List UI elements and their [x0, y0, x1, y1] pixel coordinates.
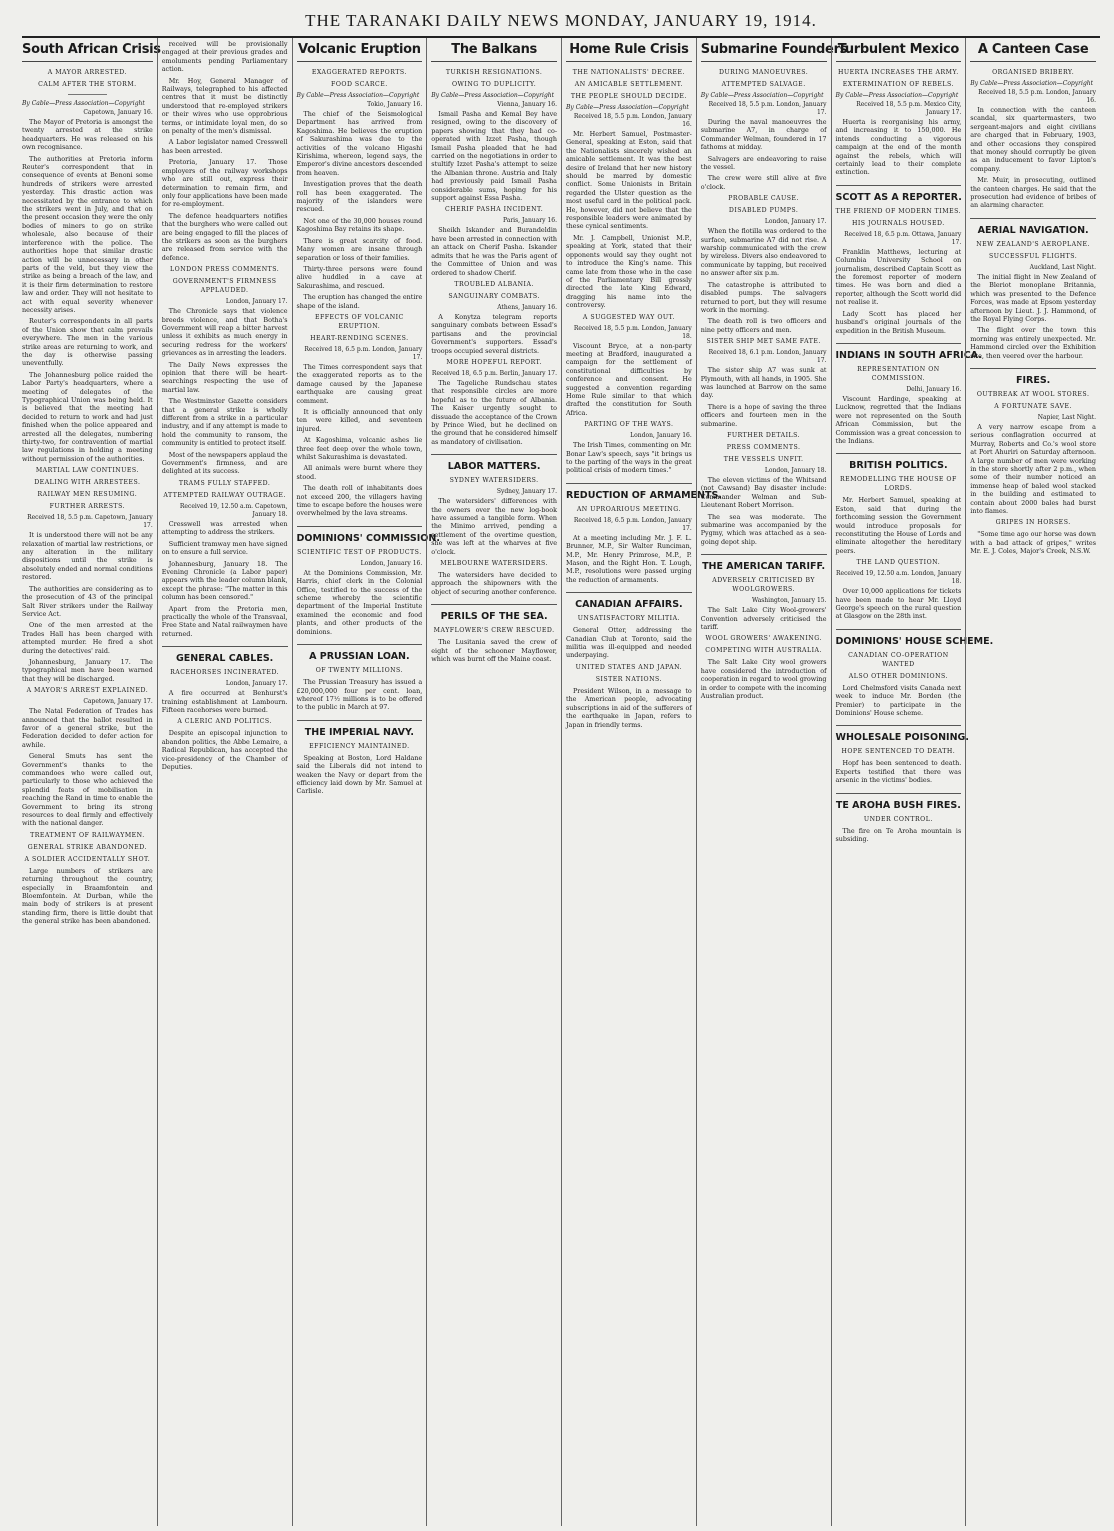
masthead: THE TARANAKI DAILY NEWS MONDAY, JANUARY 19, 1914.: [22, 8, 1100, 38]
dateline: Capetown, January 17.: [83, 698, 153, 706]
paragraph: The eruption has changed the entire shape of the island.: [296, 293, 423, 310]
dateline: London, January 16.: [360, 559, 423, 567]
article-title: South African Crisis: [22, 42, 153, 62]
subheading: UNSATISFACTORY MILITIA.: [577, 615, 681, 623]
subheading: UNITED STATES AND JAPAN.: [575, 663, 683, 671]
subheading: EFFECTS OF VOLCANIC ERUPTION.: [314, 313, 404, 330]
section-heading: TE AROHA BUSH FIRES.: [836, 793, 962, 811]
paragraph: There is great scarcity of food. Many women are insane through separation or loss of their families.: [296, 236, 423, 262]
dateline: Sydney, January 17.: [496, 488, 557, 496]
section-heading: FIRES.: [970, 368, 1096, 386]
section-heading: CANADIAN AFFAIRS.: [566, 592, 692, 610]
paragraph: Johannesburg, January 17. The typographical men have been warned that they will be discharged.: [22, 657, 153, 683]
article-title: Volcanic Eruption: [297, 42, 423, 62]
section-heading: REDUCTION OF ARMAMENTS.: [566, 483, 692, 501]
paragraph: The Irish Times, commenting on Mr. Bonar Law's speech, says "it brings us to the parting of the ways in the great political crisis of modern times.": [566, 441, 692, 475]
paragraph: At the Dominions Commission, Mr. Harris, chief clerk in the Colonial Office, testified to the success of the scheme whereby the scientific department of the Imperial Institute examined the economic and food plants, and other products of the dominions.: [296, 568, 423, 636]
paragraph: The sister ship A7 was sunk at Plymouth, with all hands, in 1905. She was launched at Barrow on the same day.: [700, 366, 827, 400]
subheading: OWING TO DUPLICITY.: [451, 81, 537, 88]
paragraph: The crew were still alive at five o'clock.: [700, 174, 827, 191]
paragraph: Hopf has been sentenced to death. Experts testified that there was arsenic in the victims' bodies.: [835, 759, 962, 785]
paragraph: A Konytza telegram reports sanguinary combats between Essad's partisans and the provincial Government's supporters. Essad's troops occupied several districts.: [431, 312, 557, 355]
paragraph: Apart from the Pretoria men, practically the whole of the Transvaal, Free State and Natal railwaymen have returned.: [161, 604, 288, 638]
subheading: OF TWENTY MILLIONS.: [315, 667, 404, 675]
subheading: COMPETING WITH AUSTRALIA.: [705, 647, 822, 655]
subheading: HOPE SENTENCED TO DEATH.: [841, 748, 956, 756]
paragraph: Johannesburg, January 18. The Evening Chronicle (a Labor paper) appears with the leader column blank, except the phrase: "The matter in this column has been censored.": [161, 559, 288, 602]
dateline: Received 18, 6.5 p.m. London, January 17.: [304, 345, 423, 361]
subheading: A FORTUNATE SAVE.: [994, 402, 1072, 410]
subheading: ATTEMPTED RAILWAY OUTRAGE.: [163, 491, 286, 499]
paragraph: Mr. J. Campbell, Unionist M.P., speaking at York, stated that their opponents would say they ought not to introduce the King's name. This came late from those who in the case of the Parliamentary Bill grossly directed the late King Edward, dragging his name into the controversy.: [566, 233, 692, 310]
subheading: PROBABLE CAUSE.: [728, 195, 799, 203]
article-title: Submarine Founders: [701, 42, 827, 62]
dateline: Received 18, 6.5 p.m. London, January 17.: [573, 516, 692, 532]
subheading: RACEHORSES INCINERATED.: [170, 669, 280, 677]
paragraph: It is understood there will not be any relaxation of martial law restrictions, or any alteration in the military dispositions until the strike is absolutely ended and normal conditions restored.: [22, 531, 153, 582]
paragraph: General Smuts has sent the Government's thanks to the commandoes who were called out, particularly to those who achieved the splendid feats of mobilisation in reaching the Rand in time to enable the Government to bring its strong resources to deal firmly and effectively with the national danger.: [22, 752, 153, 828]
paragraph: Lady Scott has placed her husband's original journals of the expedition in the British Museum.: [835, 309, 962, 335]
paragraph: The defence headquarters notifies that the burghers who were called out are being engaged to fill the places of the strikers as soon as the burghers are released from service with the defence.: [161, 211, 288, 262]
paragraph: The eleven victims of the Whitsand (not Cawsand) Bay disaster include: Commander Welman and Sub-Lieutenant Robert Morrison.: [700, 475, 827, 510]
subheading: SYDNEY WATERSIDERS.: [449, 477, 539, 485]
subheading: OUTBREAK AT WOOL STORES.: [976, 390, 1090, 398]
paragraph: Despite an episcopal injunction to abandon politics, the Abbe Lemaire, a Radical Republican, has accepted the vice-presidency of the Chamber of Deputies.: [161, 729, 288, 771]
paragraph: Over 10,000 applications for tickets have been made to hear Mr. Lloyd George's speech on the rural question at Glasgow on the 28th inst.: [835, 587, 962, 621]
dateline: Athens, January 16.: [497, 303, 557, 311]
subheading: ORGANISED BRIBERY.: [992, 69, 1075, 76]
paragraph: Viscount Hardinge, speaking at Lucknow, regretted that the Indians were not represented on the South African Commission, but the Commission was a great concession to the Indians.: [835, 394, 962, 445]
cable-credit: By Cable—Press Association—Copyright: [700, 92, 824, 99]
paragraph: All animals were burnt where they stood.: [296, 464, 423, 481]
subheading: MELBOURNE WATERSIDERS.: [440, 560, 548, 568]
paragraph: Mr. Hoy, General Manager of Railways, telegraphed to his affected centres that it must be distinctly understood that re-employed strikers or their wives who use opprobrious terms, or intimidate loyal men, do so on penalty of the men's dismissal.: [161, 76, 288, 136]
subheading: LONDON PRESS COMMENTS.: [170, 266, 280, 274]
subheading: THE FRIEND OF MODERN TIMES.: [835, 207, 962, 215]
article-title: Home Rule Crisis: [566, 42, 692, 62]
dateline: Received 19, 12.50 a.m. London, January 18.: [836, 570, 962, 586]
column-home-rule-crisis: [561, 38, 722, 1526]
paragraph: During the naval manoeuvres the submarine A7, in charge of Commander Welman, foundered in 17 fathoms at midday.: [700, 118, 827, 152]
dateline: Received 18, 6.5 p.m. Ottawa, January 17.: [844, 230, 962, 246]
subheading: RAILWAY MEN RESUMING.: [37, 491, 138, 499]
subheading: TRAMS FULLY STAFFED.: [178, 479, 271, 487]
subheading: A CLERIC AND POLITICS.: [177, 718, 272, 726]
section-heading: PERILS OF THE SEA.: [431, 604, 557, 622]
subheading: A MAYOR ARRESTED.: [47, 69, 127, 76]
cable-credit: By Cable—Press Association—Copyright: [970, 80, 1094, 87]
dateline: Vienna, January 16.: [497, 101, 557, 108]
paragraph: Ismail Pasha and Kemal Bey have resigned, owing to the discovery of papers showing that they had co-operated with Izzet Pasha, though Ismail Pasha pleaded that he had carried on the negotiations in order to stultify Izzet Pasha's attempt to seize the Albanian throne. Austria and Italy had previously paid Ismail Pasha considerable sums, hoping for his support against Essa Pasha.: [431, 110, 557, 203]
paragraph: A fire occurred at Benhurst's training establishment at Lambourn. Fifteen racehorses were burned.: [161, 689, 288, 714]
column-canteen-case: [965, 38, 1100, 1526]
subheading: UNDER CONTROL.: [863, 815, 933, 823]
paragraph: In connection with the canteen scandal, six quartermasters, two sergeant-majors and eight civilians are charged that in February, 1903, and other occasions they conspired that money should corruptly be given as an inducement to favor Lipton's company.: [970, 106, 1096, 173]
subheading: THE VESSELS UNFIT.: [723, 455, 804, 463]
paragraph: The flight over the town this morning was entirely unexpected. Mr. Hammond circled over the Exhibition site, then veered over the harbour.: [970, 326, 1096, 360]
dateline: London, January 17.: [225, 298, 288, 306]
paragraph: The catastrophe is attributed to disabled pumps. The salvagers returned to port, but they will resume work in the morning.: [700, 280, 827, 314]
section-heading: THE IMPERIAL NAVY.: [297, 720, 423, 738]
dateline: Washington, January 15.: [752, 597, 827, 605]
subheading: ADVERSELY CRITICISED BY WOOLGROWERS.: [712, 577, 816, 594]
subheading: MARTIAL LAW CONTINUES.: [35, 467, 139, 475]
columns: [22, 38, 1100, 1526]
cable-credit: By Cable—Press Association—Copyright: [22, 100, 145, 107]
subheading: ATTEMPTED SALVAGE.: [721, 81, 806, 88]
paragraph: When the flotilla was ordered to the surface, submarine A7 did not rise. A warship communicated with the crew by wireless. Divers also endeavored to communicate by tapping, but received no answer after six p.m.: [700, 227, 827, 278]
paragraph: The Prussian Treasury has issued a £20,000,000 four per cent. loan, whereof 17½ millions is to be offered to the public in March at 97.: [296, 678, 423, 712]
subheading: GENERAL STRIKE ABANDONED.: [27, 843, 147, 851]
section-heading: DOMINIONS' COMMISSION.: [297, 526, 423, 544]
subheading: SUCCESSFUL FLIGHTS.: [989, 252, 1078, 260]
dateline: Received 18, 5.5 p.m. Mexico City, January 17.: [856, 101, 962, 116]
subheading: HEART-RENDING SCENES.: [310, 334, 409, 342]
paragraph: The watersiders have decided to approach the shipowners with the object of securing another conference.: [431, 571, 557, 596]
paragraph: One of the men arrested at the Trades Hall has been charged with attempted murder. He fired a shot during the detectives' raid.: [22, 621, 153, 655]
subheading: NEW ZEALAND'S AEROPLANE.: [976, 240, 1090, 248]
subheading: DEALING WITH ARRESTEES.: [34, 479, 141, 487]
subheading: DURING MANOEUVRES.: [718, 69, 809, 76]
cable-credit: By Cable—Press Association—Copyright: [835, 92, 959, 99]
paragraph: The Tageliche Rundschau states that responsible circles are more hopeful as to the future of Albania. The Kaiser urgently sought to dissuade the acceptance of the Crown by Prince Wied, but he declined on the ground that he considered himself as mandatory of civilisation.: [431, 378, 557, 446]
subheading: EFFICIENCY MAINTAINED.: [309, 742, 410, 750]
subheading: GOVERNMENT'S FIRMNESS APPLAUDED.: [172, 278, 277, 295]
dateline: Received 18, 5.5 p.m. London, January 16.: [573, 113, 692, 128]
article-title: The Balkans: [431, 42, 557, 62]
paragraph: The chief of the Seismological Department has arrived from Kagoshima. He believes the eruption of Sakurashima was due to the activities of the volcano Higashi Kirishima, whereon, legend says, the Emperor's divine ancestors descended from heaven.: [296, 110, 423, 177]
paragraph: Investigation proves that the death roll has been exaggerated. The majority of the islanders were rescued.: [296, 180, 423, 214]
subheading: TREATMENT OF RAILWAYMEN.: [30, 831, 145, 839]
subheading: CALM AFTER THE STORM.: [38, 81, 137, 88]
dateline: Capetown, January 16.: [83, 109, 153, 116]
section-heading: AERIAL NAVIGATION.: [970, 218, 1096, 236]
section-heading: WHOLESALE POISONING.: [836, 725, 962, 743]
section-heading: GENERAL CABLES.: [162, 646, 288, 664]
subheading: SISTER NATIONS.: [595, 675, 663, 683]
paragraph: The Lusitania saved the crew of eight of the schooner Mayflower, which was burnt off the Maine coast.: [431, 638, 557, 664]
subheading: FURTHER DETAILS.: [727, 431, 801, 439]
paragraph: Salvagers are endeavoring to raise the vessel.: [700, 154, 827, 172]
section-heading: A PRUSSIAN LOAN.: [297, 644, 423, 662]
paragraph: At a meeting including Mr. J. F. L. Brunner, M.P., Sir Walter Runciman, M.P., Mr. Henry Primrose, M.P., P. Mason, and the Right Hon. T. Lough, M.P., resolutions were passed urging the reduction of armaments.: [566, 533, 692, 584]
paragraph: Franklin Matthews, lecturing at Columbia University School on journalism, described Captain Scott as the foremost reporter of modern times. He was born and died a reporter, although the Scott world did not realise it.: [835, 247, 962, 307]
paragraph: Mr. Herbert Samuel, speaking at Eston, said that during the forthcoming session the Government would introduce proposals for reconstituting the House of Lords and eliminate altogether the hereditary peers.: [835, 496, 962, 555]
subheading: TURKISH RESIGNATIONS.: [445, 69, 543, 76]
paragraph: received will be provisionally engaged at their previous grades and emoluments pending Parliamentary action.: [161, 40, 288, 74]
section-heading: LABOR MATTERS.: [431, 454, 557, 472]
paragraph: The watersiders' differences with the owners over the new log-book have assumed a tangible form. When the Minimo arrived, pending a settlement of the overtime question, she was left at the wharves at five o'clock.: [431, 497, 557, 556]
dateline: Received 18, 5.5 p.m. London, January 18.: [573, 324, 692, 340]
subheading: A SUGGESTED WAY OUT.: [582, 313, 675, 321]
dateline: London, January 16.: [630, 432, 692, 440]
paragraph: The Johannesburg police raided the Labor Party's headquarters, where a meeting of delegates of the Typographical Union was being held. It is believed that the meeting had decided to return to work and had just finished when the police appeared and arrested all the delegates, numbering thirty-two, for contravention of martial law regulations in holding a meeting without permission of the authorities.: [22, 370, 153, 463]
article-title: Turbulent Mexico: [836, 42, 962, 62]
subheading: REPRESENTATION ON COMMISSION.: [857, 365, 940, 382]
paragraph: President Wilson, in a message to the American people, advocating subscriptions in aid of the sufferers of the earthquake in Japan, refers to Japan in friendly terms.: [566, 686, 692, 729]
section-heading: INDIANS IN SOUTH AFRICA.: [836, 343, 962, 361]
dateline: Received 19, 12.50 a.m. Capetown, January 18.: [179, 502, 288, 518]
column-submarine-founders: [696, 38, 848, 1526]
paragraph: Sufficient tramway men have signed on to ensure a full service.: [161, 539, 288, 557]
dateline: London, January 18.: [764, 466, 827, 474]
paragraph: The initial flight in New Zealand of the Bleriot monoplane Britannia, which was presented to the Defence Forces, was made at Epsom yesterday afternoon by Lieut. J. J. Hammond, of the Royal Flying Corps.: [970, 272, 1096, 323]
article-title: A Canteen Case: [970, 42, 1096, 62]
section-heading: DOMINIONS' HOUSE SCHEME.: [836, 629, 962, 647]
paragraph: "Some time ago our horse was down with a bad attack of gripes," writes Mr. E. J. Coles, Major's Creek, N.S.W.: [970, 530, 1096, 556]
subheading: THE LAND QUESTION.: [856, 559, 941, 567]
dateline: Napier, Last Night.: [1037, 413, 1096, 421]
column-volcanic-eruption: [292, 38, 440, 1526]
dateline: Delhi, January 16.: [906, 385, 962, 393]
subheading: AN UPROARIOUS MEETING.: [576, 505, 681, 513]
subheading: WOOL GROWERS' AWAKENING.: [705, 635, 822, 643]
paragraph: Huerta is reorganising his army, and increasing it to 150,000. He intends conducting a vigorous campaign at the end of the month against the rebels, which will certainly lead to their complete extinction.: [835, 118, 962, 177]
subheading: CHERIF PASHA INCIDENT.: [444, 206, 544, 214]
subheading: DISABLED PUMPS.: [728, 207, 799, 215]
subheading: CANADIAN CO-OPERATION WANTED: [848, 651, 949, 668]
paragraph: Reuter's correspondents in all parts of the Union show that calm prevails everywhere. The men in the various strike areas are returning to work, and the day is otherwise passing uneventfully.: [22, 317, 153, 368]
paragraph: The Natal Federation of Trades has announced that the ballot resulted in favor of a general strike, but the Federation decided to defer action for awhile.: [22, 707, 153, 749]
paragraph: The Mayor of Pretoria is amongst the twenty arrested at the strike headquarters. He was released on his own recognisance.: [22, 118, 153, 152]
column-turbulent-mexico: [831, 38, 994, 1526]
section-heading: THE AMERICAN TARIFF.: [701, 554, 827, 572]
paragraph: Thirty-three persons were found alive huddled in a cave at Sakurashima, and rescued.: [296, 264, 423, 290]
paragraph: There is a hope of saving the three officers and fourteen men in the submarine.: [700, 402, 827, 428]
subheading: SISTER SHIP MET SAME FATE.: [706, 338, 821, 346]
subheading: EXTERMINATION OF REBELS.: [842, 81, 954, 88]
paragraph: The death roll of inhabitants does not exceed 200, the villagers having time to escape before the houses were overwhelmed by the lava streams.: [296, 484, 423, 518]
subheading: SCIENTIFIC TEST OF PRODUCTS.: [297, 548, 422, 556]
subheading: AN AMICABLE SETTLEMENT.: [574, 81, 683, 88]
paragraph: The death roll is two officers and nine petty officers and men.: [700, 317, 827, 334]
subheading: GRIPES IN HORSES.: [995, 519, 1071, 527]
paragraph: Speaking at Boston, Lord Haldane said the Liberals did not intend to weaken the Navy or depart from the efficiency laid down by Mr. Samuel at Carlisle.: [296, 753, 423, 796]
paragraph: Mr. Herbert Samuel, Postmaster-General, speaking at Eston, said that the Nationalists sincerely wished an amicable settlement. It was the best desire of Ireland that her new history should be marred by domestic conflict. Some Unionists in Britain regarded the Ulster question as the most useful card in the political pack. He, however, did not believe that the responsible leaders were animated by these cynical sentiments.: [566, 130, 692, 231]
dateline: Tokio, January 16.: [367, 101, 423, 108]
subheading: PARTING OF THE WAYS.: [584, 421, 674, 429]
subheading: FURTHER ARRESTS.: [49, 503, 126, 511]
paragraph: Pretoria, January 17. Those employers of the railway workshops who are still out, express their determination to remain firm, and only four applications have been made for re-employment.: [161, 158, 288, 209]
paragraph: General Otter, addressing the Canadian Club at Toronto, said the militia was ill-equipped and needed underpaying.: [566, 626, 692, 660]
subheading: HUERTA INCREASES THE ARMY.: [837, 69, 959, 76]
section-heading: SCOTT AS A REPORTER.: [836, 185, 962, 203]
paragraph: It is officially announced that only ten were killed, and seventeen injured.: [296, 407, 423, 433]
subheading: EXAGGERATED REPORTS.: [311, 69, 407, 76]
paragraph: A Labor legislator named Cresswell has been arrested.: [161, 138, 288, 155]
dateline: Auckland, Last Night.: [1029, 263, 1096, 271]
cable-credit: By Cable—Press Association—Copyright: [431, 92, 555, 99]
paragraph: Large numbers of strikers are returning throughout the country, especially in Braamfontein and Bloemfontein. At Durban, while the main body of strikers is at present standing firm, there is little doubt that the general strike has been abandoned.: [22, 866, 153, 926]
subheading: TROUBLED ALBANIA.: [454, 280, 534, 288]
column-south-african-crisis: [22, 38, 161, 1526]
paragraph: Viscount Bryce, at a non-party meeting at Bradford, inaugurated a campaign for the settlement of constitutional difficulties by conference and consent. He suggested a convention regarding Home Rule similar to that which drafted the constitution for South Africa.: [566, 341, 692, 417]
paragraph: The sea was moderate. The submarine was accompanied by the Pygmy, which was attached as a sea-going depot ship.: [700, 512, 827, 546]
paragraph: Mr. Muir, in prosecuting, outlined the canteen charges. He said that the prosecution had evidence of bribes of an alarming character.: [970, 176, 1096, 210]
paragraph: Sheikh Iskander and Burandeldin have been arrested in connection with an attack on Cherif Pasha. Iskander admits that he was the Paris agent of the Committee of Union and was ordered to shadow Cherif.: [431, 226, 557, 277]
column-continued: [157, 38, 292, 1526]
paragraph: The authorities at Pretoria inform Reuter's correspondent that in consequence of events at Benoni some hundreds of strikers were arrested yesterday. This drastic action was necessitated by the entrance to which the strikers went in July, and that on the present occasion they were the only bodies of miners to go on strike wholesale, also because of their interference with the police. The authorities hope that similar drastic action will be unnecessary in other parts of the veld, but they view the strike as being a breach of the law, and it is their firm determination to restore law and order. They will not hesitate to act with equal severity whenever necessity arises.: [22, 154, 153, 314]
paragraph: The authorities are considering as to the prosecution of 43 of the principal Salt River strikers under the Railway Service Act.: [22, 584, 153, 618]
dateline: London, January 17.: [764, 218, 827, 226]
paragraph: The Westminster Gazette considers that a general strike is wholly different from a strike in a particular industry, and if any attempt is made to hold the community to ransom, the community is entitled to protect itself.: [161, 397, 288, 448]
subheading: THE NATIONALISTS' DECREE.: [572, 69, 686, 76]
paragraph: The Daily News expresses the opinion that there will be heart-searchings respecting the use of martial law.: [161, 360, 288, 394]
cable-credit: By Cable—Press Association—Copyright: [296, 92, 420, 99]
paragraph: A very narrow escape from a serious conflagration occurred at Murray, Roberts and Co.'s wool store at Port Ahuriri on Saturday afternoon. A large number of men were working in the store shortly after 2 p.m., when some of their number noticed an immense heap of baled wool stacked in the building and estimated to contain about 2000 bales had burst into flames.: [970, 422, 1096, 515]
subheading: REMODELLING THE HOUSE OF LORDS.: [839, 476, 957, 493]
cable-credit: By Cable—Press Association—Copyright: [566, 104, 689, 111]
paragraph: At Kagoshima, volcanic ashes lie three feet deep over the whole town, whilst Sakurashima is devastated.: [296, 436, 423, 461]
paragraph: The Times correspondent says that the exaggerated reports as to the damage caused by the Japanese earthquake are causing great comment.: [296, 362, 423, 405]
subheading: HIS JOURNALS HOUSED.: [851, 219, 945, 227]
dateline: Received 18, 5.5 p.m. Capetown, January 17.: [27, 514, 153, 530]
column-balkans: [426, 38, 561, 1526]
subheading: ALSO OTHER DOMINIONS.: [848, 672, 948, 680]
dateline: London, January 17.: [225, 680, 288, 688]
dateline: Received 18, 6.5 p.m. Berlin, January 17.: [431, 369, 557, 377]
subheading: PRESS COMMENTS.: [726, 443, 801, 451]
subheading: SANGUINARY COMBATS.: [448, 292, 540, 300]
paragraph: Lord Chelmsford visits Canada next week to induce Mr. Borden (the Premier) to participate in the Dominions' House scheme.: [835, 683, 962, 718]
paragraph: Cresswell was arrested when attempting to address the strikers.: [161, 519, 288, 537]
section-heading: BRITISH POLITICS.: [836, 453, 962, 471]
subheading: A MAYOR'S ARREST EXPLAINED.: [26, 687, 149, 695]
subheading: MORE HOPEFUL REPORT.: [446, 358, 542, 366]
paragraph: Not one of the 30,000 houses round Kagoshima Bay retains its shape.: [296, 216, 423, 234]
dateline: Received 18, 5.5 p.m. London, January 17.: [708, 101, 827, 116]
dateline: Received 18, 6.1 p.m. London, January 17.: [708, 349, 827, 365]
paragraph: Most of the newspapers applaud the Government's firmness, and are delighted at its success.: [161, 450, 288, 476]
subheading: FOOD SCARCE.: [331, 81, 388, 88]
subheading: MAYFLOWER'S CREW RESCUED.: [433, 627, 555, 635]
subheading: THE PEOPLE SHOULD DECIDE.: [570, 93, 687, 100]
dateline: Paris, January 16.: [502, 217, 557, 225]
divider: [68, 94, 107, 95]
paragraph: The Salt Lake City Wool-growers' Convention adversely criticised the tariff.: [700, 606, 827, 632]
subheading: A SOLDIER ACCIDENTALLY SHOT.: [24, 855, 151, 863]
dateline: Received 18, 5.5 p.m. London, January 16.: [978, 89, 1096, 104]
paragraph: The Salt Lake City wool growers have considered the introduction of cooperation in regard to wool growing in order to compete with the incoming Australian product.: [700, 658, 827, 701]
paragraph: The fire on Te Aroha mountain is subsiding.: [835, 826, 962, 844]
paragraph: The Chronicle says that violence breeds violence, and that Botha's Government will reap a bitter harvest unless it exhibits as much energy in securing redress for the workers' grievances as in arresting the leaders.: [161, 307, 288, 358]
